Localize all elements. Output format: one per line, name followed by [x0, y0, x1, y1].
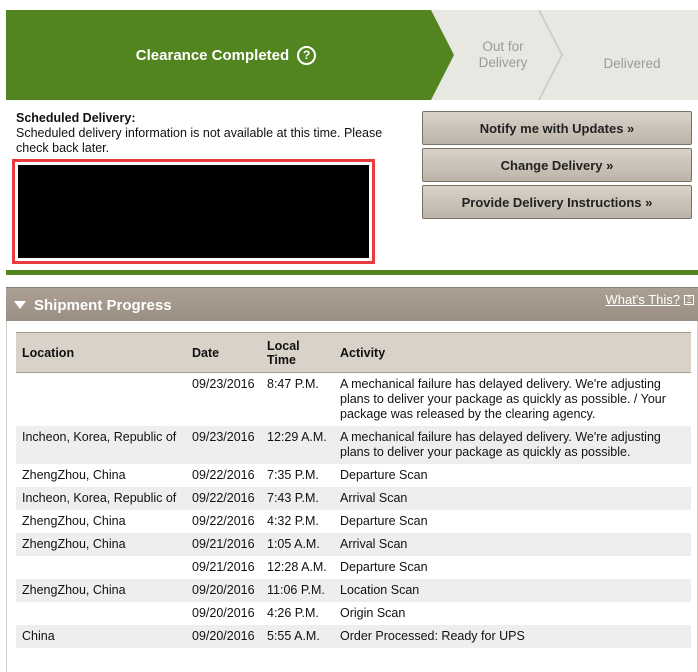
cell-activity: Arrival Scan: [334, 533, 691, 556]
cell-date: 09/20/2016: [186, 579, 261, 602]
cell-date: 09/22/2016: [192, 468, 255, 482]
whats-this-label: What's This?: [605, 292, 680, 307]
cell-location: ZhengZhou, China: [16, 579, 186, 602]
delivery-actions: [422, 111, 692, 222]
cell-time: 12:29 A.M.: [261, 426, 334, 464]
table-row: [16, 556, 691, 579]
cell-activity: Departure Scan: [340, 468, 428, 482]
delivery-progress-tracker: [6, 10, 698, 100]
cell-location: ZhengZhou, China: [22, 514, 126, 528]
table-row: [16, 373, 691, 427]
shipment-progress-toggle[interactable]: [14, 288, 172, 322]
cell-date: 09/20/2016: [192, 606, 255, 620]
cell-time: 4:26 P.M.: [267, 606, 319, 620]
cell-time: 7:35 P.M.: [267, 468, 319, 482]
column-header-local-time: [261, 333, 334, 373]
table-row: [16, 487, 691, 510]
cell-time: 11:06 P.M.: [261, 579, 334, 602]
cell-activity: A mechanical failure has delayed delivery. We're adjusting plans to deliver your package as quickly as possible.: [334, 426, 691, 464]
scheduled-delivery-message: Scheduled delivery information is not available at this time. Please check back later.: [16, 126, 383, 155]
cell-location: Incheon, Korea, Republic of: [16, 426, 186, 464]
whats-this-link[interactable]: [606, 292, 695, 307]
table-header-row: [16, 333, 691, 373]
redacted-block: [18, 165, 369, 258]
stage-out-label-line1: Out for: [482, 39, 524, 54]
cell-location: [16, 602, 186, 625]
scheduled-delivery-title: Scheduled Delivery:: [16, 111, 136, 125]
popup-icon: ?: [684, 295, 694, 305]
cell-location: China: [16, 625, 186, 648]
cell-activity: Departure Scan: [340, 560, 428, 574]
table-row: [16, 510, 691, 533]
cell-time: 12:28 A.M.: [267, 560, 327, 574]
cell-location: [16, 373, 186, 427]
cell-location: ZhengZhou, China: [16, 533, 186, 556]
table-row: [16, 625, 691, 648]
notify-updates-button[interactable]: Notify me with Updates »: [422, 111, 692, 145]
stage-clearance-completed: [6, 10, 446, 100]
table-row: [16, 602, 691, 625]
local-time-header-text: Local Time: [267, 338, 300, 367]
shipment-progress-header[interactable]: [6, 287, 698, 321]
stage-out-label-line2: Delivery: [478, 55, 528, 70]
cell-activity: Arrival Scan: [334, 487, 691, 510]
stage-out-for-delivery: [464, 10, 542, 100]
cell-time: 1:05 A.M.: [261, 533, 334, 556]
cell-date: 09/22/2016: [186, 487, 261, 510]
collapse-triangle-icon: [14, 301, 26, 309]
scheduled-delivery: [16, 111, 411, 156]
help-icon[interactable]: ?: [297, 46, 316, 65]
cell-time: 8:47 P.M.: [267, 377, 319, 391]
cell-time: 7:43 P.M.: [261, 487, 334, 510]
table-row: [16, 533, 691, 556]
cell-date: 09/21/2016: [186, 533, 261, 556]
cell-location: ZhengZhou, China: [22, 468, 126, 482]
stage-delivered: Delivered: [603, 55, 661, 71]
cell-location: Incheon, Korea, Republic of: [16, 487, 186, 510]
cell-location: [16, 556, 186, 579]
stage-current-label: Clearance Completed: [135, 46, 290, 64]
cell-activity: Order Processed: Ready for UPS: [334, 625, 691, 648]
redacted-area: [12, 159, 375, 264]
cell-activity: Departure Scan: [340, 514, 428, 528]
column-header-activity: Activity: [334, 333, 691, 373]
cell-date: 09/23/2016: [186, 426, 261, 464]
column-header-location: Location: [16, 333, 186, 373]
section-divider: [6, 270, 698, 275]
delivery-instructions-button[interactable]: Provide Delivery Instructions »: [422, 185, 692, 219]
shipment-progress-table: [16, 332, 691, 648]
shipment-progress-title: Shipment Progress: [34, 296, 172, 314]
table-row: [16, 579, 691, 602]
table-row: [16, 426, 691, 464]
cell-date: 09/22/2016: [192, 514, 255, 528]
cell-date: 09/20/2016: [186, 625, 261, 648]
change-delivery-button[interactable]: Change Delivery »: [422, 148, 692, 182]
column-header-date: Date: [186, 333, 261, 373]
cell-time: 5:55 A.M.: [261, 625, 334, 648]
cell-time: 4:32 P.M.: [267, 514, 319, 528]
cell-activity: A mechanical failure has delayed delivery. We're adjusting plans to deliver your package as quickly as possible. / Your package was released by the clearing agency.: [340, 377, 666, 421]
table-row: [16, 464, 691, 487]
cell-date: 09/23/2016: [192, 377, 255, 391]
cell-activity: Origin Scan: [340, 606, 406, 620]
cell-date: 09/21/2016: [192, 560, 255, 574]
cell-activity: Location Scan: [334, 579, 691, 602]
